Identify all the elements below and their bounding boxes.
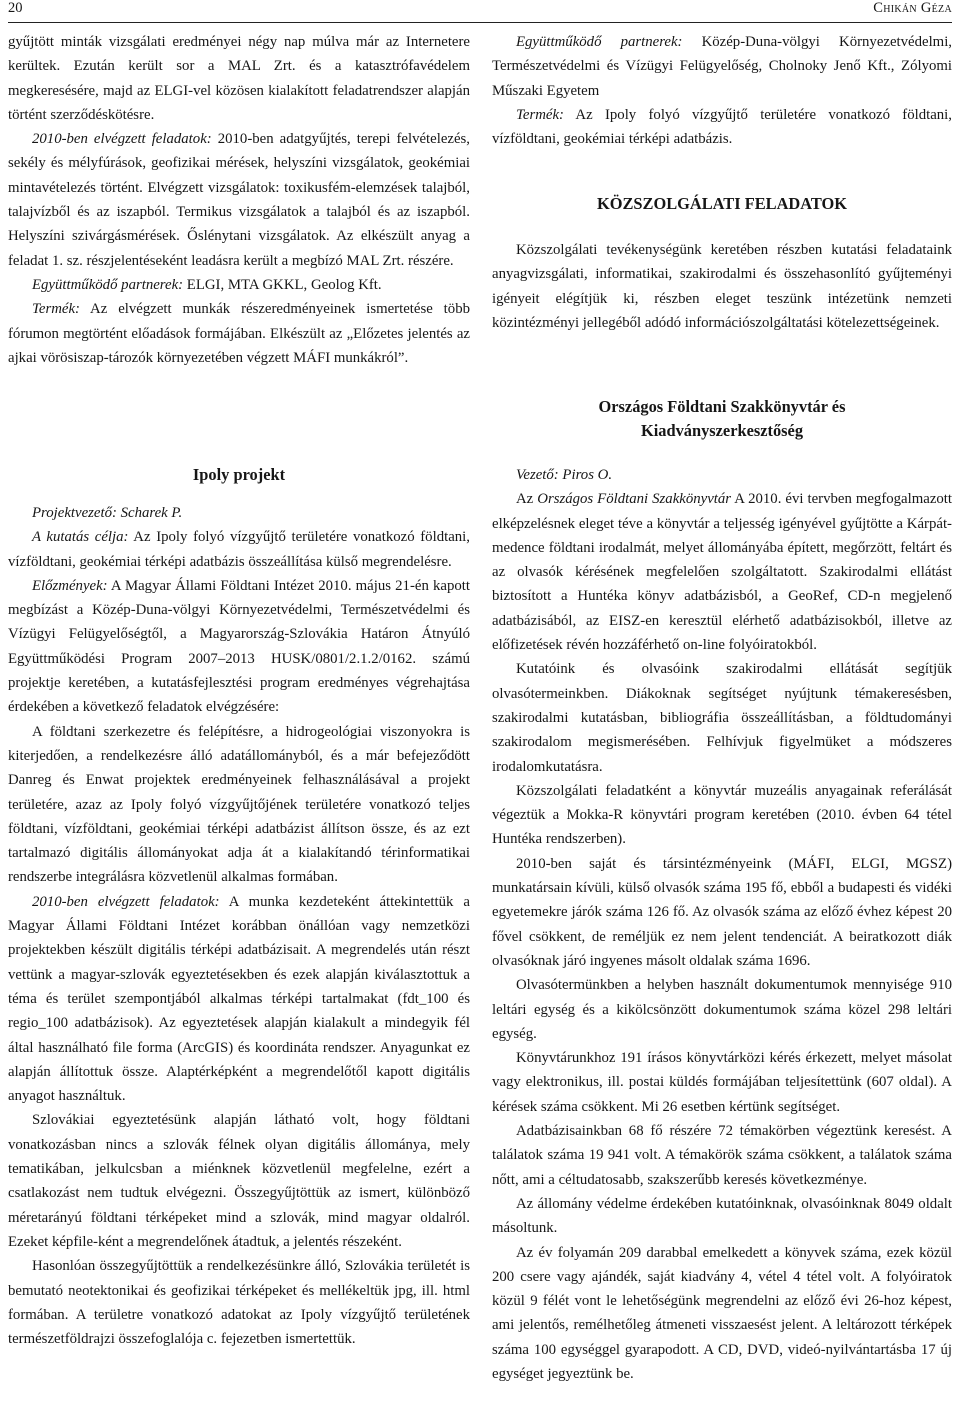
paragraph [8,501,470,525]
header-rule [8,22,952,23]
paragraph: gyűjtött minták vizsgálati eredményei négy nap múlva már az Internetere kerültek. Ezután került sor a MAL Zrt. és a katasztrófavédelem megkeresésére, majd az ELGI-vel közösen kialakított feladatrendszer alapján történt szerződéskötésre. [8,34,470,123]
paragraph [8,574,470,720]
paragraph: Könyvtárunkhoz 191 írásos könyvtárközi kérés érkezett, melyet másolat vagy elektronikus, ill. postai küldés formájában teljesítettünk (607 oldal). A kérések száma csökkent. Mi 26 esetben kértünk segítséget. [492,1050,952,1115]
paragraph [492,487,952,657]
paragraph-label: 2010-ben elvégzett feladatok: [32,893,220,910]
paragraph: Közszolgálati feladatként a könyvtár muzeális anyagainak referálását végeztük a Mokka-R könyvtári program keretében (2010. évben 64 tétel Huntéka rendszerben). [492,782,952,848]
paragraph-label: Vezető: [516,467,559,483]
paragraph-text: A munka kezdeteként áttekintettük a Magyar Állami Földtani Intézet korábban önállóan vagy nemzetközi projektekben készült digitális térképi adatbázisait. A megrendelés után részt vettünk a magyar-szlovák egyeztetésekben és ezek alapján kiválasztottuk a téma és terület szempontjából alkalmas térképi tartalmakat (fdt_100 és regio_100 adatbázisok). Az egyeztetések alapján kialakult a mindegyik fél által használható file forma (ArcGIS) és koordináta rendszer. Anyagunkat ez alapján állítottuk össze. Alaptérképként a megrendelőtől kapott digitális anyagot használtuk. [8,893,470,1105]
section-heading: KÖZSZOLGÁLATI FELADATOK [596,194,847,213]
paragraph-text: A Magyar Állami Földtani Intézet 2010. május 21-én kapott megbízást a Közép-Duna-völgyi Környezetvédelmi, Természetvédelmi és Vízügyi Felügyelőségtől, a Magyarország-Szlovákia Határon Átnyúló Együttműködési Program 2007–2013 HUSK/0801/2.1.2/0162. számú projektje keretében, a kutatásfejlesztési program eredményes végrehajtása érdekében a következő feladatok elvégzésére: [8,577,470,716]
heading-line: Országos Földtani Szakkönyvtár és [598,397,846,416]
paragraph [492,30,952,103]
left-bottom-column [8,501,470,1351]
paragraph-text: A 2010. évi tervben megfogalmazott elképzelésnek eleget téve a könyvtár a teljesség igényével gyűjtötte a Kárpát-medence földtani irodalmát, melyet állományába épített, megőrzött, feltárt és az olvasók kérésének megfelelően szolgáltatott. Szakirodalmi ellátást biztosított a Huntéka könyv adatbázisból, a GeoRef, CD-n megjelenő adatbázisából, az EISZ-en keresztül elérhető adatbázisokból, illetve az előfizetések révén hozzáférhető on-line folyóiratokból. [492,491,953,654]
paragraph [492,463,952,487]
paragraph: Az év folyamán 209 darabbal emelkedett a könyvek száma, ezek közül 200 csere vagy ajándék, saját kiadvány 4, vétel 4 tétel volt. A folyóiratok közül 9 félét vont le lehetőségünk megrendelni az előző évi 26-hoz képest, ami jelentős, remélhetőleg átmeneti visszaesést jelent. A leltározott térképek száma 100 egységgel gyarapodott. A CD, DVD, videó-nyilvántartásba 17 új egységet jegyeztünk be. [492,1244,952,1382]
paragraph: Hasonlóan összegyűjtöttük a rendelkezésünkre álló, Szlovákia területét is bemutató neotektonikai és geofizikai térképeket és mellékeltük jpg, ill. html formában. A területre vonatkozó adatokat az Ipoly vízgyűjtő területének természetföldrajzi összefoglalója c. fejezetben ismertettük. [8,1258,470,1348]
paragraph-text: ELGI, MTA GKKL, Geolog Kft. [183,276,382,293]
paragraph-text: 2010-ben adatgyűjtés, terepi felvételezés, sekély és mélyfúrások, geofizikai mérések, helyszíni vizsgálatok, geokémiai mintavételezés történt. Elvégzett vizsgálatok: toxikusfém-elemzések talajból, talajvízből és az iszapból. Termikus vizsgálatok a talajból és az iszapból. Helyszíni szivárgásmérések. Őslénytani vizsgálatok. Az elkészült anyag a feladat 1. sz. részjelentéseként leadásra került a megbízó MAL Zrt. részére. [8,131,470,269]
page-number: 20 [8,0,23,16]
paragraph-label: Projektvezető: [32,505,117,521]
paragraph-label: A kutatás célja: [32,529,129,546]
paragraph [8,127,470,273]
paragraph-label: 2010-ben elvégzett feladatok: [32,131,212,148]
subsection-heading [492,395,952,443]
running-author: Chikán Géza [873,0,952,16]
paragraph-label: Termék: [516,106,564,123]
paragraph-text: Az elvégzett munkák részeredményeinek ismertetése több fórumon megtörtént előadások formájában. Elkészült az „Előzetes jelentés az ajkai vörösiszap-tározók környezetében végzett MÁFI munkákról”. [8,301,470,366]
paragraph: Közszolgálati tevékenységünk keretében részben kutatási feladataink anyagvizsgálati, informatikai, szakirodalmi és összehasonlító gyűjteményi igényeit elégítjük ki, részben eleget teszünk intézetünk nemzeti közintézményi jellegéből adódó információszolgáltatási kötelezettségeinek. [492,242,952,331]
paragraph-label: Együttműködő partnerek: [516,34,683,50]
paragraph-label: Előzmények: [32,577,108,594]
section-heading: Ipoly projekt [192,465,286,484]
paragraph: Kutatóink és olvasóink szakirodalmi ellátását segítjük olvasótermeinkben. Diákoknak segítséget nyújtunk témakeresésben, szakirodalmi kutatásban, bibliográfia összeállításban, a földtudományi szakirodalom megismerésében. Felhívjuk figyelmüket a módszeres irodalomkutatásra. [492,661,952,775]
paragraph-text: Az Ipoly folyó vízgyűjtő területére vonatkozó földtani, vízföldtani, geokémiai térképi adatbázis összeállítása külső megrendelésre. [8,529,470,570]
paragraph-text: Scharek P. [116,505,183,521]
paragraph-prefix: Az [516,491,538,508]
left-top-column [8,30,470,370]
paragraph [8,297,470,370]
heading-line: Kiadványszerkesztőség [640,421,804,440]
paragraph-label: Termék: [32,301,80,318]
paragraph: Olvasótermünkben a helyben használt dokumentumok mennyisége 910 leltári egység és a kikölcsönzött dokumentumok száma közel 298 leltári egység. [492,977,952,1042]
paragraph-text: Közép-Duna-völgyi Környezetvédelmi, Természetvédelmi és Vízügyi Felügyelőség, Cholnoky Jenő Kft., Zólyomi Műszaki Egyetem [492,34,952,99]
paragraph [492,103,952,152]
paragraph-text: Az Ipoly folyó vízgyűjtő területére vonatkozó földtani, vízföldtani, geokémiai térképi adatbázis. [492,106,952,148]
running-header [8,0,952,22]
paragraph-label: Együttműködő partnerek: [32,276,184,293]
paragraph: Az állomány védelme érdekében kutatóinknak, olvasóinknak 8049 oldalt másoltunk. [492,1195,952,1237]
paragraph: A földtani szerkezetre és felépítésre, a hidrogeológiai viszonyokra is kiterjedően, a rendelkezésre álló adatállományból, és a már befejeződött Danreg és Enwat projektek eredményeinek felhasználásával a projekt területére, azaz az Ipoly folyó vízgyűjtőjének területére vonatkozó teljes földtani, vízföldtani, geokémiai térképi adatbázist állítson össze, és az ezt tartalmazó digitális állományokat adja át a kialakítandó térinformatikai rendszerbe integrálásra közvetlenül alkalmas formában. [8,723,470,886]
paragraph-italic: Országos Földtani Szakkönyvtár [537,491,732,508]
paragraph: Szlovákiai egyeztetésünk alapján látható volt, hogy földtani vonatkozásban nincs a szlovák félnek olyan digitális állománya, mely tematikában, jelkulcsban a miénknek közvetlenül megfelelne, ezért a csatlakozást nem tudtuk elvégezni. Összegyűjtöttük az ismert, különböző méretarányú földtani térképeket mind a szlovák, mind magyar oldalról. Ezeket képfile-ként a megrendelőnek átadtuk, a jelentés részeként. [8,1112,470,1250]
paragraph: Adatbázisainkban 68 fő részére 72 témakörben végeztünk keresést. A találatok száma 19 941 volt. A témakörök száma csökkent, a találatok száma nőtt, ami a céltudatosabb, szakszerűbb keresés következménye. [492,1123,952,1188]
right-bottom-column [492,463,952,1386]
paragraph [8,890,470,1109]
right-top-column-2 [492,238,952,335]
paragraph: 2010-ben saját és társintézményeink (MÁFI, ELGI, MGSZ) munkatársain kívüli, külső olvasók száma 195 fő, ebből a budapesti és vidéki egyetemekre járók száma 126 fő. Az olvasók száma az előző évhez képest 20 fővel csökkent, de reméljük ez nem jelent tendenciát. A beiratkozott diák olvasóknak járó ingyenes másolt oldalak száma 1696. [492,855,952,969]
paragraph [8,525,470,574]
right-top-column [492,30,952,151]
paragraph [8,273,470,297]
paragraph-text: Piros O. [558,467,613,483]
